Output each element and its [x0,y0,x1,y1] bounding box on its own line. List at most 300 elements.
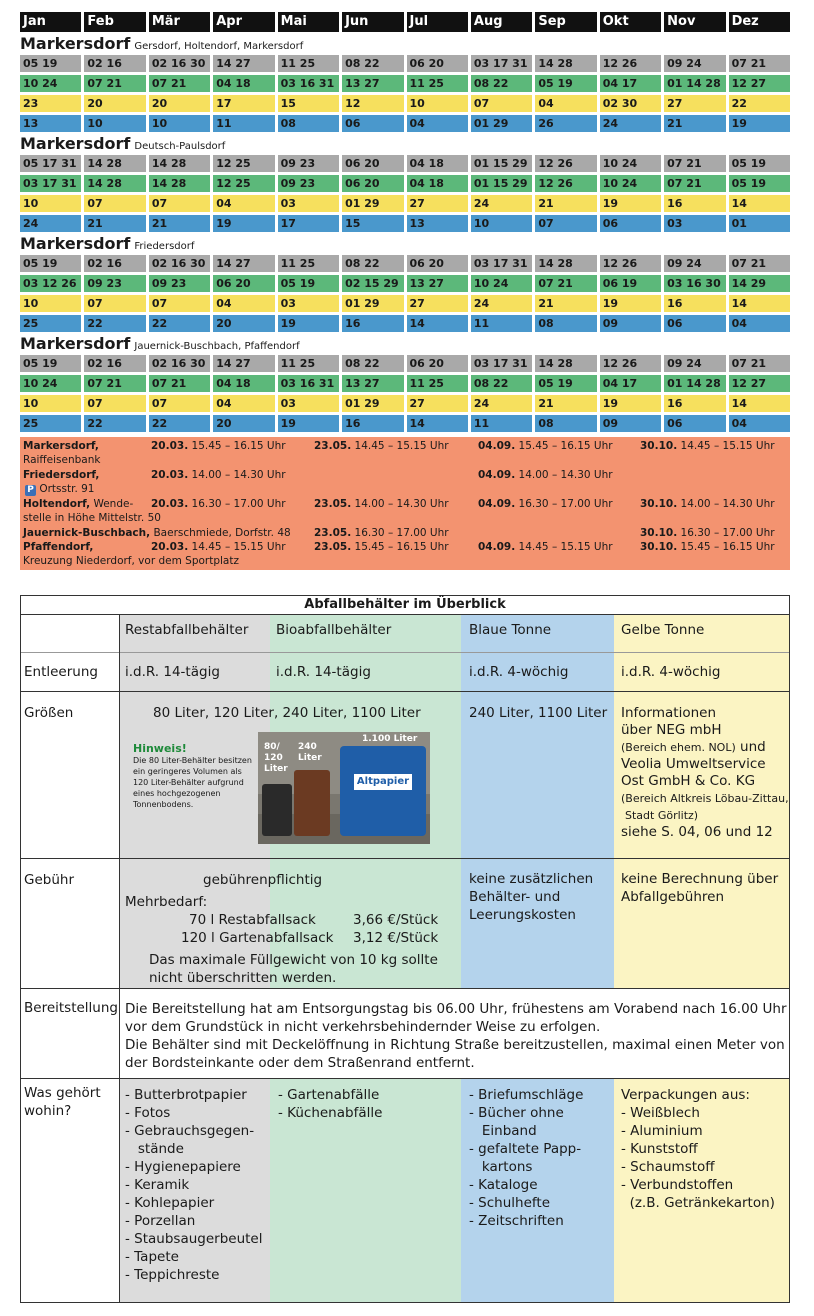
date-cell: 07 [471,95,532,112]
gr-yellow-note: (Bereich ehem. NOL) [621,741,736,754]
date-cell: 04 18 [407,175,468,192]
gr-yellow-line: Veolia Umweltservice [621,756,766,772]
section-heading [20,35,790,53]
date-cell: 07 [84,195,145,212]
date-cell: 06 20 [342,175,403,192]
date: 04.09. [478,469,516,481]
date-cell: 14 28 [84,175,145,192]
date-cell: 19 [600,295,661,312]
date-cell: 06 20 [407,255,468,272]
date-cell: 27 [407,295,468,312]
parking-icon: P [25,485,36,496]
date-cell: 09 24 [664,355,725,372]
date-cell: 03 16 30 [664,275,725,292]
month-header: Feb [84,12,145,32]
place-name: Jauernick-Buschbach, [23,527,151,539]
date-cell: 12 25 [213,175,274,192]
date-cell: 04 17 [600,75,661,92]
date-cell: 16 [342,415,403,432]
hinweis-box [133,742,255,810]
date-cell: 08 [535,415,596,432]
list-item: - Gebrauchsgegen- [125,1123,255,1139]
time: 14.45 – 15.15 Uhr [191,541,286,553]
date-cell: 25 [20,415,81,432]
date-cell: 21 [664,115,725,132]
date: 23.05. [314,440,352,452]
list-item: - gefaltete Papp- [469,1141,582,1157]
date-cell: 04 [535,95,596,112]
geb-max-1: Das maximale Füllgewicht von 10 kg sollte [149,952,438,968]
date-cell: 02 15 29 [342,275,403,292]
date-cell: 14 [729,195,790,212]
yellow-bin-row [20,195,790,212]
date: 23.05. [314,541,352,553]
date-cell: 04 [729,415,790,432]
list-item: (z.B. Getränkekarton) [621,1195,775,1211]
month-header: Jul [407,12,468,32]
date-cell: 08 [535,315,596,332]
photo-label: Liter [264,764,288,774]
date-cell: 27 [407,195,468,212]
date-cell: 14 28 [149,155,210,172]
list-item: - Butterbrotpapier [125,1087,247,1103]
row-label-entleerung: Entleerung [24,664,98,680]
row-label-gebuehr: Gebühr [24,872,74,888]
date: 20.03. [151,440,189,452]
list-item: - Keramik [125,1177,190,1193]
place-name: Holtendorf, [23,498,91,510]
date-cell: 21 [149,215,210,232]
date: 23.05. [314,527,352,539]
place-name-cont: Wende- [93,498,134,510]
date-cell: 09 23 [149,275,210,292]
mobile-collection-table [20,437,790,570]
date: 23.05. [314,498,352,510]
date-cell: 20 [84,95,145,112]
date-cell: 10 24 [20,375,81,392]
date-cell: 06 20 [213,275,274,292]
gr-yellow-line: über NEG mbH [621,722,722,738]
grey-bin-row [20,155,790,172]
gr-yellow-line [621,739,791,756]
time: 14.45 – 15.15 Uhr [518,541,613,553]
date-cell: 06 [664,315,725,332]
date-cell: 02 16 [84,55,145,72]
date-cell: 04 18 [213,375,274,392]
date-cell: 24 [471,295,532,312]
date-cell: 01 29 [471,115,532,132]
date-cell: 01 29 [342,395,403,412]
date-cell: 14 [407,415,468,432]
photo-label: 80/ [264,742,280,752]
date-cell: 20 [213,315,274,332]
date-cell: 07 [535,215,596,232]
date-cell: 06 [600,215,661,232]
date-cell: 09 24 [664,255,725,272]
date-cell: 06 20 [407,55,468,72]
date-cell: 11 [471,315,532,332]
date-cell: 20 [213,415,274,432]
list-item: - Kunststoff [621,1141,698,1157]
gr-yellow-note: Stadt Görlitz) [625,809,699,822]
date-cell: 10 [407,95,468,112]
date-cell: 03 [278,395,339,412]
section-heading [20,235,790,253]
month-header: Sep [535,12,596,32]
date-cell: 05 19 [20,355,81,372]
gr-yellow-line: siehe S. 04, 06 und 12 [621,824,773,840]
date-cell: 24 [600,115,661,132]
date-cell: 07 21 [149,375,210,392]
list-item: - Staubsaugerbeutel [125,1231,263,1247]
date-cell: 03 16 31 [278,75,339,92]
date-cell: 08 22 [471,75,532,92]
place-sub: Raiffeisenbank [23,454,101,466]
section-title: Markersdorf [20,34,131,53]
geb-pflicht: gebührenpflichtig [203,872,323,888]
gr-yellow-note: (Bereich Altkreis Löbau-Zittau, [621,792,789,805]
date-cell: 16 [664,295,725,312]
section-title: Markersdorf [20,134,131,153]
date-cell: 19 [600,195,661,212]
date-cell: 23 [20,95,81,112]
list-item: - Schaumstoff [621,1159,715,1175]
bin-label: Altpapier [354,774,412,790]
photo-label: 120 [264,753,283,763]
list-item: - Kataloge [469,1177,538,1193]
date-cell: 21 [84,215,145,232]
date-cell: 22 [149,415,210,432]
calendar [20,12,790,435]
list-item: Verpackungen aus: [621,1087,750,1103]
date-cell: 12 26 [535,175,596,192]
date-cell: 19 [600,395,661,412]
list-item: - Zeitschriften [469,1213,564,1229]
date-cell: 07 [149,295,210,312]
geb-mehr: Mehrbedarf: [125,894,208,910]
date-cell: 07 21 [84,375,145,392]
col-header-rest: Restabfallbehälter [125,622,249,638]
was-bio-list [278,1086,458,1122]
list-item: - Teppichreste [125,1267,220,1283]
time: 16.30 – 17.00 Uhr [354,527,449,539]
date-cell: 19 [278,315,339,332]
date-cell: 09 23 [84,275,145,292]
yellow-bin-row [20,95,790,112]
date-cell: 10 [20,195,81,212]
date-cell: 06 20 [342,155,403,172]
date-cell: 04 [729,315,790,332]
month-header: Mär [149,12,210,32]
date-cell: 17 [278,215,339,232]
time: 14.00 – 14.30 Uhr [680,498,775,510]
ent-blue: i.d.R. 4-wöchig [469,664,569,680]
date-cell: 01 15 29 [471,175,532,192]
month-header: Okt [600,12,661,32]
date-cell: 06 [342,115,403,132]
date-cell: 22 [149,315,210,332]
was-yellow-list [621,1086,789,1212]
date-cell: 12 25 [213,155,274,172]
date-cell: 08 22 [342,55,403,72]
time: 14.45 – 15.15 Uhr [680,440,775,452]
date-cell: 13 27 [342,375,403,392]
time: 14.00 – 14.30 Uhr [191,469,286,481]
date-cell: 01 14 28 [664,375,725,392]
hinweis-text: Die 80 Liter-Behälter besitzen ein geringeres Volumen als 120 Liter-Behälter aufgrund eines hochgezogenen Tonnenbodens. [133,756,252,809]
section-subtitle: Deutsch-Paulsdorf [134,141,226,152]
date-cell: 14 29 [729,275,790,292]
time: 15.45 – 16.15 Uhr [191,440,286,452]
date-cell: 04 18 [407,155,468,172]
date-cell: 12 26 [600,255,661,272]
gr-blue: 240 Liter, 1100 Liter [469,705,608,721]
date-cell: 11 25 [278,355,339,372]
list-item: - Gartenabfälle [278,1087,380,1103]
date-cell: 14 [729,295,790,312]
date-cell: 08 22 [342,255,403,272]
yellow-bin-row [20,395,790,412]
col-header-yellow: Gelbe Tonne [621,622,705,638]
geb-sack1-price: 3,66 €/Stück [353,912,439,928]
gr-yellow-line: Informationen [621,705,717,721]
date-cell: 04 [213,295,274,312]
list-item: - Bücher ohne [469,1105,564,1121]
bin-120-icon [294,770,330,836]
month-header: Mai [278,12,339,32]
photo-label: 240 [298,742,317,752]
time: 15.45 – 16.15 Uhr [354,541,449,553]
list-item: - Fotos [125,1105,171,1121]
photo-label: 1.100 Liter [362,734,418,744]
date-cell: 03 12 26 [20,275,81,292]
date-cell: 05 19 [278,275,339,292]
place-sub: stelle in Höhe Mittelstr. 50 [23,512,161,524]
time: 15.45 – 16.15 Uhr [680,541,775,553]
date-cell: 26 [535,115,596,132]
date-cell: 09 24 [664,55,725,72]
date-cell: 13 [20,115,81,132]
ent-rest: i.d.R. 14-tägig [125,664,220,680]
sections [20,35,790,432]
date-cell: 08 22 [471,375,532,392]
date-cell: 11 [213,115,274,132]
photo-label: Liter [298,753,322,763]
date-cell: 03 17 31 [471,55,532,72]
green-bin-row [20,275,790,292]
geb-blue: keine zusätzlichen Behälter- und Leerungskosten [469,871,594,923]
date-cell: 02 16 30 [149,55,210,72]
list-item: - Tapete [125,1249,179,1265]
date-cell: 14 [407,315,468,332]
date-cell: 06 [664,415,725,432]
gr-yellow-word: und [735,739,766,755]
date-cell: 22 [729,95,790,112]
time: 14.00 – 14.30 Uhr [518,469,613,481]
date-cell: 16 [342,315,403,332]
date-cell: 15 [342,215,403,232]
grey-bin-row [20,55,790,72]
list-item: - Hygienepapiere [125,1159,241,1175]
gr-rest: 80 Liter, 120 Liter, 240 Liter, 1100 Liter [153,705,421,721]
time: 14.45 – 15.15 Uhr [354,440,449,452]
yellow-bin-row [20,295,790,312]
date: 30.10. [640,541,678,553]
date: 04.09. [478,541,516,553]
date-cell: 05 19 [535,75,596,92]
date-cell: 15 [278,95,339,112]
date: 04.09. [478,498,516,510]
gr-yellow [621,705,791,841]
date-cell: 10 24 [600,155,661,172]
date-cell: 21 [535,395,596,412]
month-header: Jan [20,12,81,32]
date-cell: 16 [664,395,725,412]
blue-bin-row [20,215,790,232]
date-cell: 12 26 [600,355,661,372]
green-bin-row [20,175,790,192]
date-cell: 14 27 [213,255,274,272]
date-cell: 27 [664,95,725,112]
date: 20.03. [151,541,189,553]
bin-80-icon [262,784,292,836]
date-cell: 11 [471,415,532,432]
date-cell: 11 25 [278,55,339,72]
date-cell: 07 21 [84,75,145,92]
list-item: Einband [469,1123,537,1139]
list-item: - Porzellan [125,1213,196,1229]
date-cell: 04 17 [600,375,661,392]
date: 20.03. [151,469,189,481]
month-header: Nov [664,12,725,32]
date-cell: 19 [213,215,274,232]
date-cell: 13 27 [407,275,468,292]
was-blue-list [469,1086,614,1230]
date-cell: 07 21 [729,355,790,372]
date-cell: 10 [20,395,81,412]
date-cell: 03 [664,215,725,232]
list-item: kartons [469,1159,533,1175]
section-heading [20,135,790,153]
date-cell: 04 [213,195,274,212]
date: 20.03. [151,498,189,510]
date-cell: 06 20 [407,355,468,372]
date-cell: 11 25 [407,375,468,392]
date-cell: 05 19 [20,55,81,72]
date-cell: 02 16 [84,255,145,272]
date-cell: 21 [535,295,596,312]
green-bin-row [20,375,790,392]
date-cell: 01 29 [342,295,403,312]
date: 30.10. [640,498,678,510]
section-subtitle: Jauernick-Buschbach, Pfaffendorf [134,341,300,352]
date-cell: 12 27 [729,75,790,92]
place-name: Friedersdorf, [23,469,100,481]
date-cell: 10 24 [600,175,661,192]
section-title: Markersdorf [20,334,131,353]
date-cell: 07 21 [535,275,596,292]
date-cell: 07 21 [729,55,790,72]
place-sub: Ortsstr. 91 [39,483,95,495]
date-cell: 10 24 [20,75,81,92]
list-item: - Verbundstoffen [621,1177,734,1193]
date-cell: 08 22 [342,355,403,372]
date-cell: 09 23 [278,175,339,192]
grey-bin-row [20,255,790,272]
time: 16.30 – 17.00 Uhr [191,498,286,510]
geb-sack1-label: 70 l Restabfallsack [189,912,316,928]
date-cell: 14 27 [213,355,274,372]
bin-1100-icon [340,746,426,836]
date-cell: 19 [278,415,339,432]
date-cell: 10 24 [471,275,532,292]
date-cell: 05 19 [729,155,790,172]
month-header: Aug [471,12,532,32]
date-cell: 03 [278,195,339,212]
overview-table [20,595,790,1303]
date-cell: 14 28 [535,355,596,372]
ent-yellow: i.d.R. 4-wöchig [621,664,721,680]
date-cell: 03 17 31 [20,175,81,192]
date-cell: 24 [471,195,532,212]
date-cell: 22 [84,415,145,432]
date-cell: 14 28 [535,55,596,72]
month-header: Dez [729,12,790,32]
date-cell: 08 [278,115,339,132]
list-item: - Weißblech [621,1105,700,1121]
bins-photo [258,732,430,844]
date: 30.10. [640,527,678,539]
place-name: Markersdorf, [23,440,99,452]
geb-max-2: nicht überschritten werden. [149,970,337,986]
section-title: Markersdorf [20,234,131,253]
date-cell: 21 [535,195,596,212]
overview-title: Abfallbehälter im Überblick [304,597,506,612]
blue-bin-row [20,415,790,432]
date-cell: 12 27 [729,375,790,392]
list-item: - Briefumschläge [469,1087,584,1103]
geb-sack2-price: 3,12 €/Stück [353,930,439,946]
date-cell: 19 [729,115,790,132]
date-cell: 12 26 [535,155,596,172]
date-cell: 07 [84,395,145,412]
date-cell: 05 17 31 [20,155,81,172]
row-label-bereitstellung: Bereitstellung [24,1000,118,1016]
date-cell: 11 25 [278,255,339,272]
date-cell: 02 16 30 [149,255,210,272]
section-heading [20,335,790,353]
place-name: Pfaffendorf, [23,541,94,553]
gr-yellow-line: Ost GmbH & Co. KG [621,773,756,789]
date-cell: 14 28 [535,255,596,272]
date-cell: 22 [84,315,145,332]
col-header-blue: Blaue Tonne [469,622,552,638]
date-cell: 09 [600,415,661,432]
date-cell: 24 [20,215,81,232]
date-cell: 10 [84,115,145,132]
row-label-groessen: Größen [24,705,74,721]
date-cell: 06 19 [600,275,661,292]
date-cell: 01 14 28 [664,75,725,92]
blue-bin-row [20,315,790,332]
date-cell: 03 16 31 [278,375,339,392]
date-cell: 07 [149,395,210,412]
date-cell: 07 [149,195,210,212]
date: 30.10. [640,440,678,452]
date-cell: 03 17 31 [471,355,532,372]
bereit-text [125,1000,787,1072]
hinweis-title: Hinweis! [133,742,187,755]
